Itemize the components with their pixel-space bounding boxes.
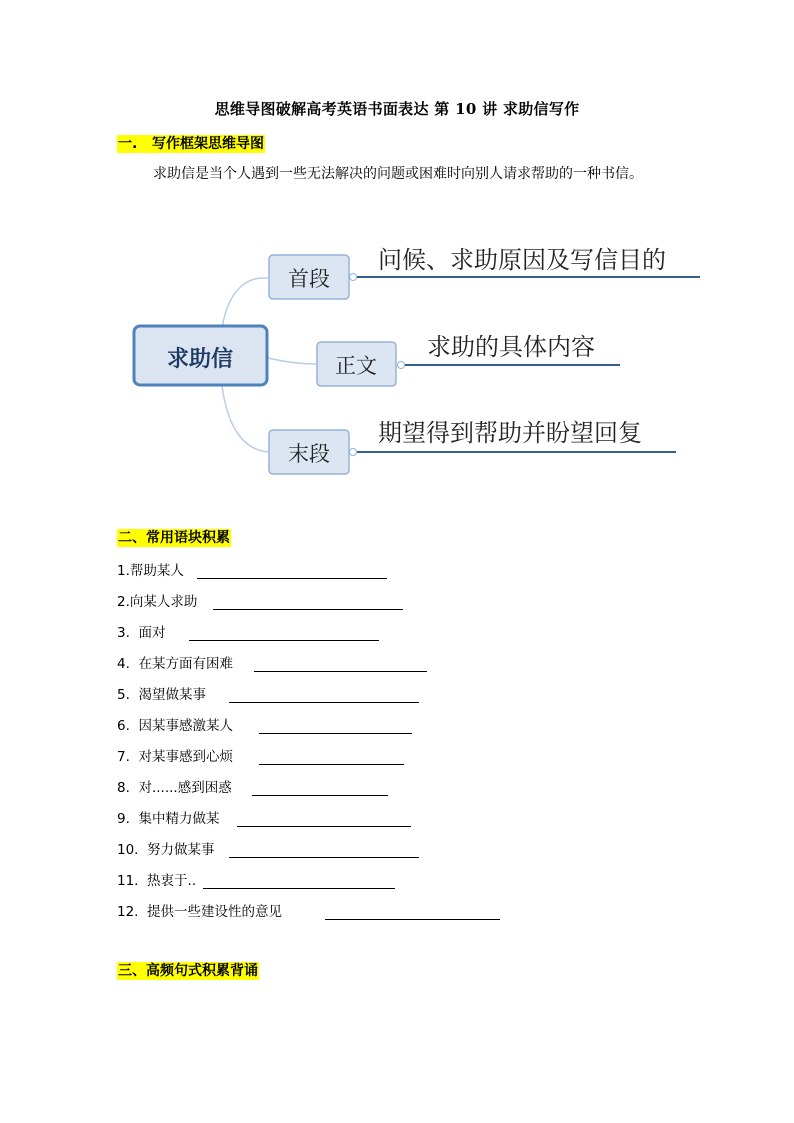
phrase-item-9: 9. 集中精力做某 [117,809,219,829]
connector-middle [268,358,316,364]
branch-connector-dot [398,362,405,369]
answer-blank [259,764,404,765]
phrase-item-1: 1.帮助某人 [117,561,184,581]
phrase-item-5: 5. 渴望做某事 [117,685,206,705]
phrase-item-3: 3. 面对 [117,623,165,643]
answer-blank [189,640,379,641]
central-node-label: 求助信 [166,347,234,372]
answer-blank [254,671,427,672]
answer-blank [259,733,412,734]
answer-blank [197,578,387,579]
phrase-item-10: 10. 努力做某事 [117,840,215,860]
answer-blank [229,857,419,858]
answer-blank [213,609,403,610]
phrase-item-2: 2.向某人求助 [117,592,197,612]
phrase-item-4: 4. 在某方面有困难 [117,654,233,674]
phrase-item-6: 6. 因某事感激某人 [117,716,233,736]
mind-map [0,0,794,520]
branch-content-intro: 问候、求助原因及写信目的 [378,246,666,274]
connector-top [222,278,268,328]
branch-node-intro-label: 首段 [288,267,330,291]
phrase-item-12: 12. 提供一些建设性的意见 [117,902,282,922]
section-heading-mindmap: 一. 写作框架思维导图 [118,136,264,152]
connector-bottom [222,386,268,452]
answer-blank [252,795,388,796]
section-heading-sentences: 三、高频句式积累背诵 [118,963,258,979]
branch-connector-dot [350,449,357,456]
branch-content-body: 求助的具体内容 [427,333,595,361]
branch-content-conclusion: 期望得到帮助并盼望回复 [378,419,642,447]
branch-node-conclusion-label: 末段 [288,442,330,466]
section-heading-phrases: 二、常用语块积累 [118,530,230,546]
answer-blank [325,919,500,920]
intro-paragraph: 求助信是当个人遇到一些无法解决的问题或困难时向别人请求帮助的一种书信。 [153,166,643,182]
phrase-item-8: 8. 对......感到困惑 [117,778,232,798]
answer-blank [203,888,395,889]
branch-connector-dot [350,274,357,281]
phrase-item-11: 11. 热衷于.. [117,871,196,891]
phrase-item-7: 7. 对某事感到心烦 [117,747,233,767]
branch-node-body-label: 正文 [335,354,377,378]
answer-blank [237,826,411,827]
page-title: 思维导图破解高考英语书面表达 第 10 讲 求助信写作 [214,100,580,118]
answer-blank [229,702,419,703]
